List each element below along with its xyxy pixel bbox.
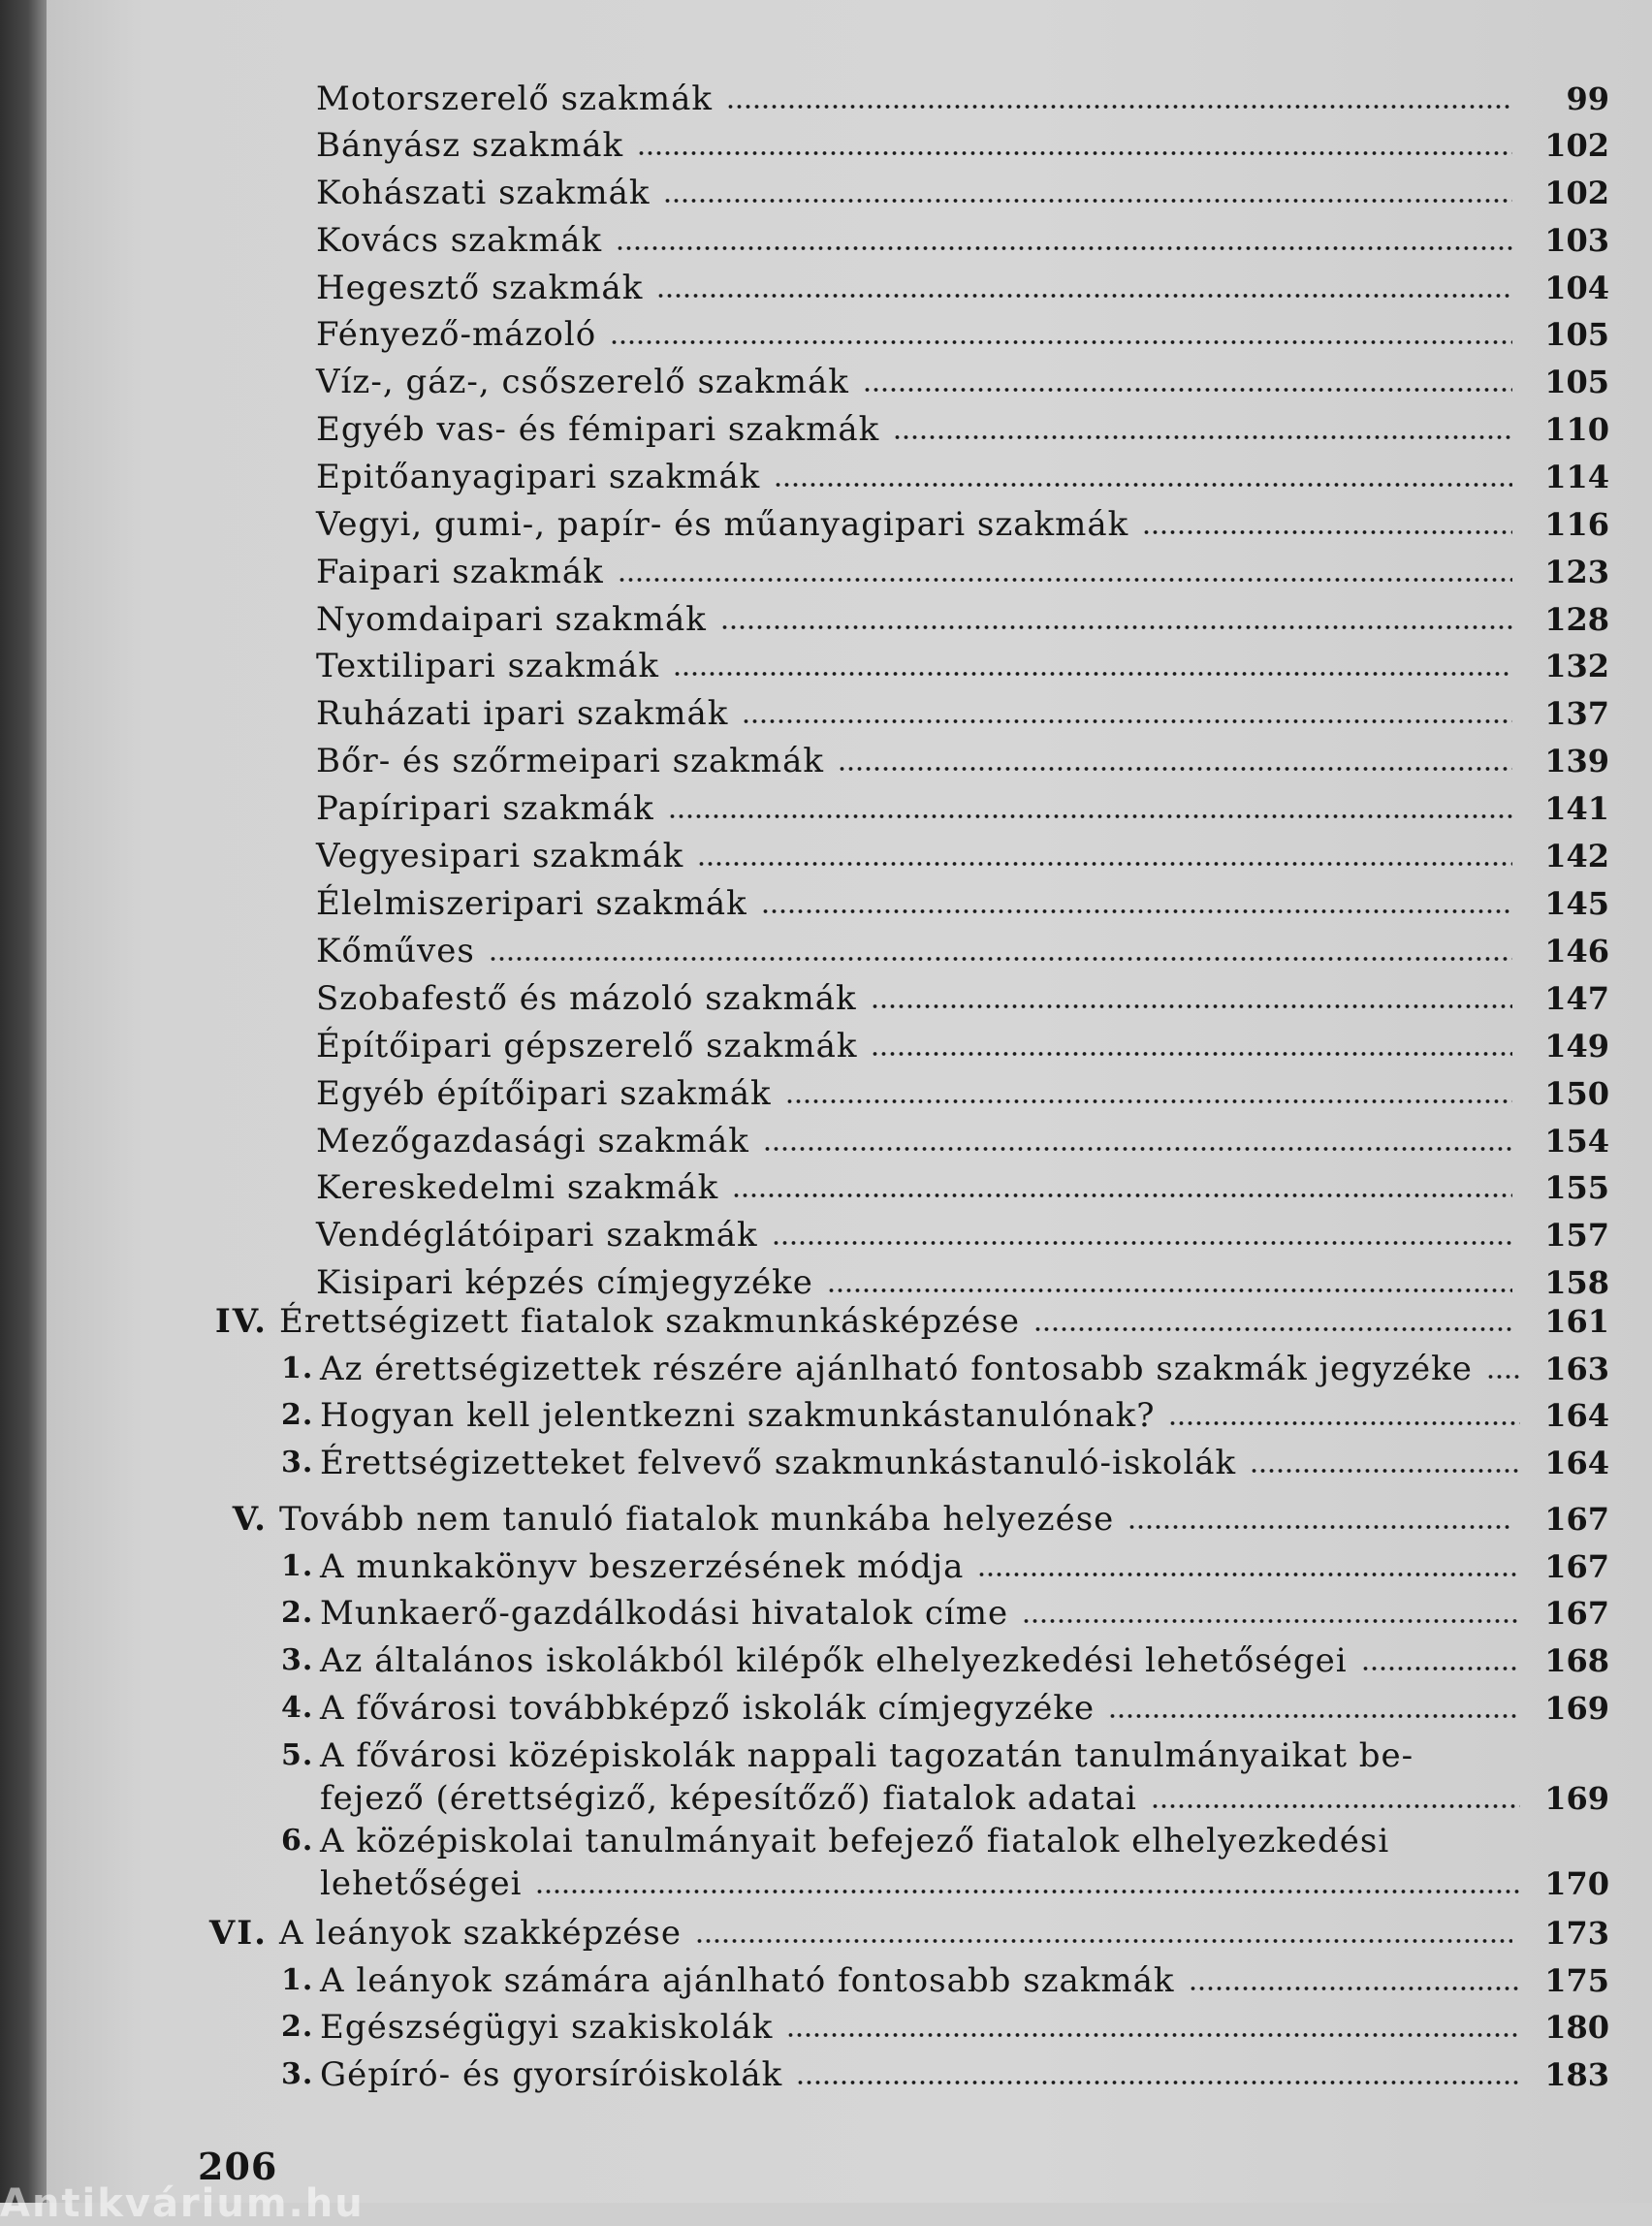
dot-leader <box>796 2080 1520 2085</box>
entry-title: A fővárosi középiskolák nappali tagozatán tanulmányaikat be- <box>320 1736 1414 1775</box>
dot-leader <box>726 104 1512 110</box>
entry-title: Kovács szakmák <box>316 221 603 260</box>
toc-entry <box>320 1348 1520 1390</box>
dot-leader <box>1189 1986 1520 1991</box>
toc-entry <box>316 408 1512 451</box>
dot-leader <box>742 718 1512 724</box>
item-number: 1. <box>281 1352 314 1385</box>
dot-leader <box>1142 529 1512 535</box>
page-reference: 105 <box>1544 364 1609 400</box>
entry-title: A leányok szakképzése <box>279 1914 682 1953</box>
page-reference: 99 <box>1566 80 1609 117</box>
entry-title: Hegesztő szakmák <box>316 269 644 307</box>
entry-title: Bőr- és szőrmeipari szakmák <box>316 742 825 780</box>
toc-entry <box>316 172 1512 214</box>
toc-entry <box>316 835 1512 877</box>
toc-entry <box>316 1072 1512 1115</box>
dot-leader <box>763 1146 1512 1152</box>
page-reference: 132 <box>1544 648 1609 684</box>
dot-leader <box>695 1938 1512 1944</box>
dot-leader <box>1108 1713 1520 1719</box>
page-reference: 158 <box>1544 1264 1609 1301</box>
toc-entry <box>316 1261 1512 1304</box>
page-reference: 128 <box>1544 601 1609 638</box>
dot-leader <box>1128 1524 1512 1530</box>
entry-title: Fényező-mázoló <box>316 315 597 354</box>
dot-leader <box>618 577 1512 583</box>
dot-leader <box>668 813 1512 819</box>
entry-title: Nyomdaipari szakmák <box>316 600 707 639</box>
toc-entry <box>316 1214 1512 1256</box>
toc-entry <box>316 740 1512 782</box>
entry-title: Hogyan kell jelentkezni szakmunkástanulónak? <box>320 1396 1156 1435</box>
entry-title: Az általános iskolákból kilépők elhelyezkedési lehetőségei <box>320 1641 1348 1680</box>
page-number: 206 <box>198 2145 278 2188</box>
toc-entry <box>316 456 1512 498</box>
item-number: 1. <box>281 1549 314 1583</box>
dot-leader <box>1022 1618 1520 1624</box>
dot-leader <box>1033 1326 1512 1332</box>
entry-title: A munkakönyv beszerzésének módja <box>320 1547 965 1586</box>
toc-entry <box>316 598 1512 641</box>
toc-entry-line2 <box>320 1862 1520 1905</box>
entry-title: Gépíró- és gyorsíróiskolák <box>320 2055 783 2094</box>
entry-title: Bányász szakmák <box>316 126 624 165</box>
toc-entry <box>279 1498 1512 1541</box>
page-reference: 146 <box>1544 933 1609 970</box>
toc-entry <box>279 1300 1512 1343</box>
dot-leader <box>786 2032 1520 2038</box>
dot-leader <box>1168 1420 1520 1426</box>
entry-title: A leányok számára ajánlható fontosabb szakmák <box>320 1961 1175 2000</box>
item-number: 1. <box>281 1963 314 1997</box>
page-reference: 145 <box>1544 885 1609 922</box>
dot-leader <box>863 387 1512 393</box>
page-reference: 139 <box>1544 743 1609 779</box>
page-reference: 114 <box>1544 459 1609 495</box>
page-reference: 167 <box>1544 1548 1609 1585</box>
page-reference: 142 <box>1544 838 1609 874</box>
toc-entry <box>320 1639 1520 1682</box>
dot-leader <box>1250 1468 1520 1474</box>
dot-leader <box>785 1098 1512 1104</box>
dot-leader <box>663 198 1512 204</box>
toc-entry <box>316 977 1512 1020</box>
page-reference: 110 <box>1544 411 1609 448</box>
page-reference: 116 <box>1544 506 1609 543</box>
entry-title: Textilipari szakmák <box>316 647 659 685</box>
page-reference: 168 <box>1544 1642 1609 1679</box>
page-reference: 167 <box>1544 1595 1609 1632</box>
page-reference: 102 <box>1544 127 1609 164</box>
chapter-v-item <box>0 1820 1652 1905</box>
entry-title: Kereskedelmi szakmák <box>316 1168 719 1207</box>
page-reference: 103 <box>1544 222 1609 259</box>
entry-title: Érettségizett fiatalok szakmunkásképzése <box>279 1302 1020 1341</box>
page-reference: 164 <box>1544 1397 1609 1434</box>
dot-leader <box>772 1240 1512 1246</box>
entry-title-line2: fejező (érettségiző, képesítőző) fiatalok adatai <box>320 1779 1137 1818</box>
entry-title: Szobafestő és mázoló szakmák <box>316 979 857 1018</box>
toc-entry <box>320 2006 1520 2049</box>
entry-title: Az érettségizettek részére ajánlható fontosabb szakmák jegyzéke <box>320 1350 1473 1388</box>
page-reference: 102 <box>1544 175 1609 211</box>
entry-title: A középiskolai tanulmányait befejező fiatalok elhelyezkedési <box>320 1822 1390 1860</box>
toc-entry <box>316 551 1512 593</box>
toc-entry <box>316 1120 1512 1162</box>
toc-entry <box>320 1394 1520 1437</box>
page-reference: 164 <box>1544 1445 1609 1481</box>
page-reference: 169 <box>1544 1780 1609 1817</box>
dot-leader <box>1151 1803 1520 1809</box>
toc-entry <box>316 361 1512 403</box>
dot-leader <box>827 1288 1512 1293</box>
toc-entry <box>316 503 1512 546</box>
page-reference: 175 <box>1544 1962 1609 1999</box>
dot-leader <box>732 1192 1512 1198</box>
dot-leader <box>637 150 1512 156</box>
dot-leader <box>535 1889 1520 1894</box>
toc-entry <box>316 1025 1512 1067</box>
chapter-roman-numeral: V. <box>232 1500 268 1539</box>
page-reference: 170 <box>1544 1865 1609 1902</box>
entry-title: Papíripari szakmák <box>316 789 654 828</box>
item-number: 2. <box>281 2010 314 2044</box>
dot-leader <box>774 482 1512 488</box>
chapter-roman-numeral: IV. <box>214 1302 268 1341</box>
toc-entry <box>316 267 1512 309</box>
toc-entry <box>316 313 1512 356</box>
item-number: 6. <box>281 1824 314 1858</box>
page-reference: 137 <box>1544 695 1609 732</box>
entry-title: Egészségügyi szakiskolák <box>320 2008 774 2047</box>
entry-title: Epitőanyagipari szakmák <box>316 458 761 496</box>
page-reference: 141 <box>1544 790 1609 827</box>
page-reference: 180 <box>1544 2009 1609 2046</box>
dot-leader <box>673 671 1512 677</box>
dot-leader <box>610 339 1512 345</box>
entry-title: Vegyesipari szakmák <box>316 837 684 875</box>
toc-entry <box>316 78 1512 120</box>
toc-entry <box>320 1734 1520 1777</box>
entry-title: Munkaerő-gazdálkodási hivatalok címe <box>320 1594 1009 1633</box>
entry-title: Vegyi, gumi-, papír- és műanyagipari szakmák <box>316 505 1129 544</box>
entry-title: Vendéglátóipari szakmák <box>316 1216 758 1255</box>
dot-leader <box>616 245 1512 251</box>
watermark: Antikvárium.hu <box>0 2181 365 2226</box>
entry-title: Élelmiszeripari szakmák <box>316 884 747 923</box>
dot-leader <box>838 766 1512 772</box>
toc-entry <box>279 1912 1512 1955</box>
dot-leader <box>893 434 1512 440</box>
dot-leader <box>1361 1666 1520 1671</box>
entry-title: Mezőgazdasági szakmák <box>316 1122 749 1161</box>
entry-title: Egyéb vas- és fémipari szakmák <box>316 410 880 449</box>
toc-entry <box>320 1820 1520 1862</box>
chapter-v-item <box>0 1734 1652 1820</box>
entry-title: Kőműves <box>316 932 475 970</box>
toc-entry-line2 <box>320 1777 1520 1820</box>
entry-title: Ruházati ipari szakmák <box>316 694 729 733</box>
toc-entry <box>320 1959 1520 2002</box>
entry-title: Építőipari gépszerelő szakmák <box>316 1027 858 1065</box>
page-reference: 104 <box>1544 270 1609 306</box>
dot-leader <box>489 956 1512 962</box>
item-number: 5. <box>281 1738 314 1772</box>
toc-entry <box>320 1442 1520 1484</box>
entry-title: Kohászati szakmák <box>316 174 651 212</box>
page-reference: 157 <box>1544 1217 1609 1254</box>
page-reference: 155 <box>1544 1169 1609 1206</box>
dot-leader <box>761 908 1512 914</box>
item-number: 2. <box>281 1596 314 1630</box>
toc-entry <box>316 124 1512 167</box>
page-reference: 147 <box>1544 980 1609 1017</box>
entry-title: Tovább nem tanuló fiatalok munkába helyezése <box>279 1500 1115 1539</box>
page-reference: 163 <box>1544 1351 1609 1387</box>
page-reference: 154 <box>1544 1123 1609 1160</box>
item-number: 3. <box>281 1446 314 1479</box>
page-reference: 123 <box>1544 554 1609 590</box>
dot-leader <box>871 1051 1512 1057</box>
toc-entry <box>316 1166 1512 1209</box>
entry-title-line2: lehetőségei <box>320 1864 523 1903</box>
item-number: 3. <box>281 2057 314 2091</box>
toc-entry <box>320 1687 1520 1730</box>
entry-title: Kisipari képzés címjegyzéke <box>316 1263 813 1302</box>
page-reference: 183 <box>1544 2056 1609 2093</box>
entry-title: Érettségizetteket felvevő szakmunkástanuló-iskolák <box>320 1444 1237 1482</box>
chapter-roman-numeral: VI. <box>208 1914 268 1953</box>
entry-title: Faipari szakmák <box>316 553 604 591</box>
dot-leader <box>1486 1374 1520 1380</box>
dot-leader <box>656 293 1512 299</box>
toc-entry <box>316 692 1512 735</box>
dot-leader <box>871 1003 1512 1009</box>
entry-title: A fővárosi továbbképző iskolák címjegyzéke <box>320 1689 1096 1728</box>
page-reference: 105 <box>1544 316 1609 353</box>
dot-leader <box>720 624 1512 630</box>
toc-entry <box>316 882 1512 925</box>
toc-entry <box>316 645 1512 687</box>
page-reference: 149 <box>1544 1028 1609 1065</box>
entry-title: Motorszerelő szakmák <box>316 80 714 118</box>
item-number: 3. <box>281 1643 314 1677</box>
item-number: 4. <box>281 1691 314 1725</box>
page-reference: 167 <box>1544 1501 1609 1538</box>
entry-title: Egyéb építőipari szakmák <box>316 1074 772 1113</box>
toc-entry <box>316 219 1512 262</box>
toc-entry <box>316 787 1512 830</box>
toc-entry <box>320 2053 1520 2096</box>
dot-leader <box>977 1572 1520 1577</box>
toc-entry <box>320 1592 1520 1635</box>
toc-entry <box>320 1545 1520 1588</box>
page-reference: 169 <box>1544 1690 1609 1727</box>
item-number: 2. <box>281 1398 314 1432</box>
page-reference: 150 <box>1544 1075 1609 1112</box>
page-reference: 173 <box>1544 1915 1609 1952</box>
toc-entry <box>316 930 1512 972</box>
page-reference: 161 <box>1544 1303 1609 1340</box>
dot-leader <box>697 861 1512 867</box>
entry-title: Víz-, gáz-, csőszerelő szakmák <box>316 363 849 401</box>
